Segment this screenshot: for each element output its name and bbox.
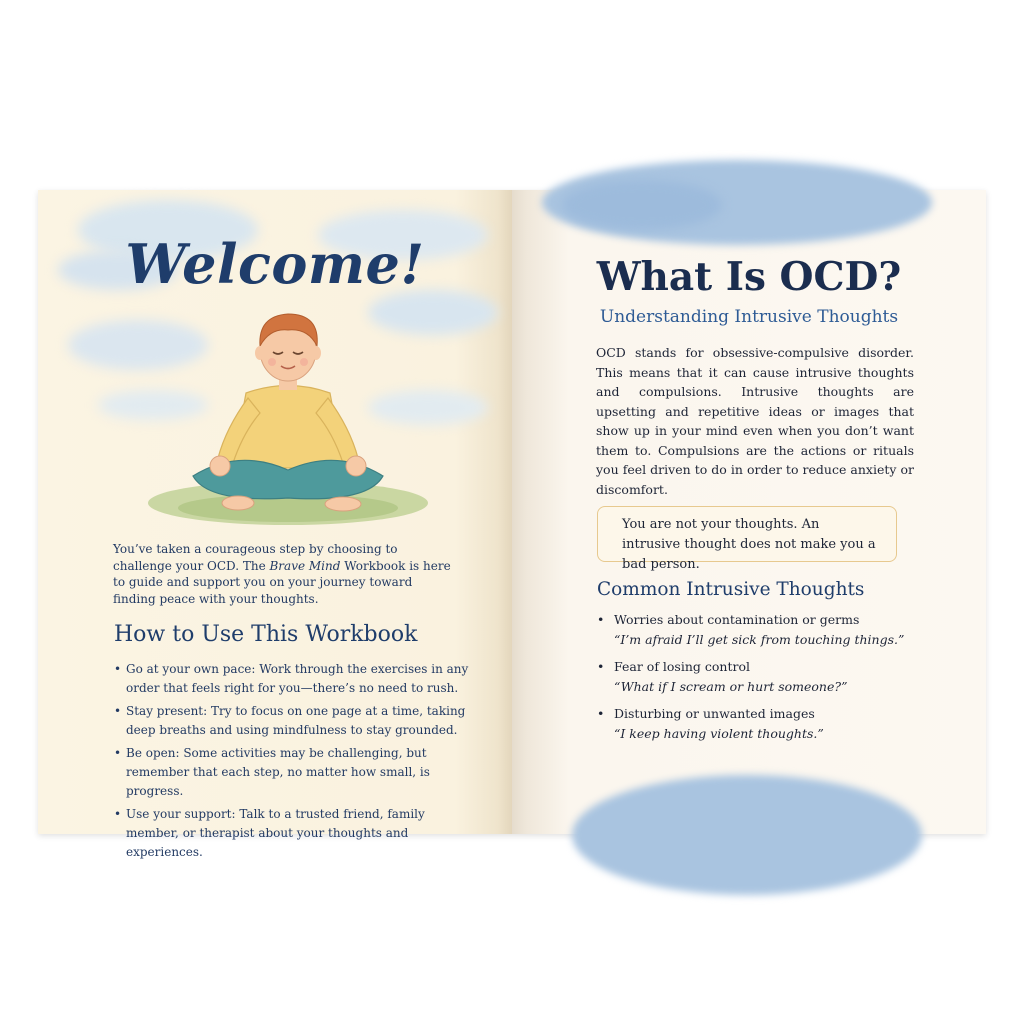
tips-list (114, 660, 474, 866)
workbook-spread (38, 190, 986, 859)
list-item: • Worries about contamination or germs “I’m afraid I’ll get sick from touching things.” (597, 610, 937, 649)
meditating-child-illustration (138, 298, 438, 528)
ocd-subtitle: Understanding Intrusive Thoughts (599, 307, 899, 327)
left-page (38, 190, 512, 859)
welcome-title: Welcome! (125, 232, 425, 296)
workbook-name: Brave Mind (269, 558, 341, 573)
callout-box: You are not your thoughts. An intrusive thought does not make you a bad person. (597, 506, 897, 562)
right-page (512, 190, 986, 834)
thought-quote: “What if I scream or hurt someone?” (614, 678, 848, 694)
intro-paragraph: You’ve taken a courageous step by choosing to challenge your OCD. The Brave Mind Workbook is here to guide and support you on your journey toward finding peace with your thoughts. (113, 542, 451, 606)
list-item: • Stay present: Try to focus on one page at a time, taking deep breaths and using mindfulness to stay grounded. (114, 704, 466, 737)
ocd-title: What Is OCD? (596, 254, 902, 300)
thought-quote: “I’m afraid I’ll get sick from touching things.” (614, 631, 905, 647)
list-item: • Go at your own pace: Work through the exercises in any order that feels right for you—there’s no need to rush. (114, 662, 469, 695)
ocd-definition: OCD stands for obsessive-compulsive disorder. This means that it can cause intrusive thoughts and compulsions. Intrusive thoughts are upsetting and repetitive ideas or images that show up in your mind even when you don’t want them to. Compulsions are the actions or rituals you feel driven to do in order to reduce anxiety or discomfort. (596, 345, 914, 497)
list-item: • Disturbing or unwanted images “I keep having violent thoughts.” (597, 704, 937, 743)
common-thoughts-heading: Common Intrusive Thoughts (597, 579, 865, 600)
list-item: • Fear of losing control “What if I scream or hurt someone?” (597, 657, 937, 696)
list-item: • Be open: Some activities may be challenging, but remember that each step, no matter how small, is progress. (114, 746, 430, 798)
thoughts-list (597, 610, 937, 751)
watercolor-bottom (572, 775, 922, 895)
list-item: • Use your support: Talk to a trusted friend, family member, or therapist about your thoughts and experiences. (114, 807, 425, 859)
how-to-use-heading: How to Use This Workbook (114, 622, 418, 647)
thought-quote: “I keep having violent thoughts.” (614, 725, 824, 741)
